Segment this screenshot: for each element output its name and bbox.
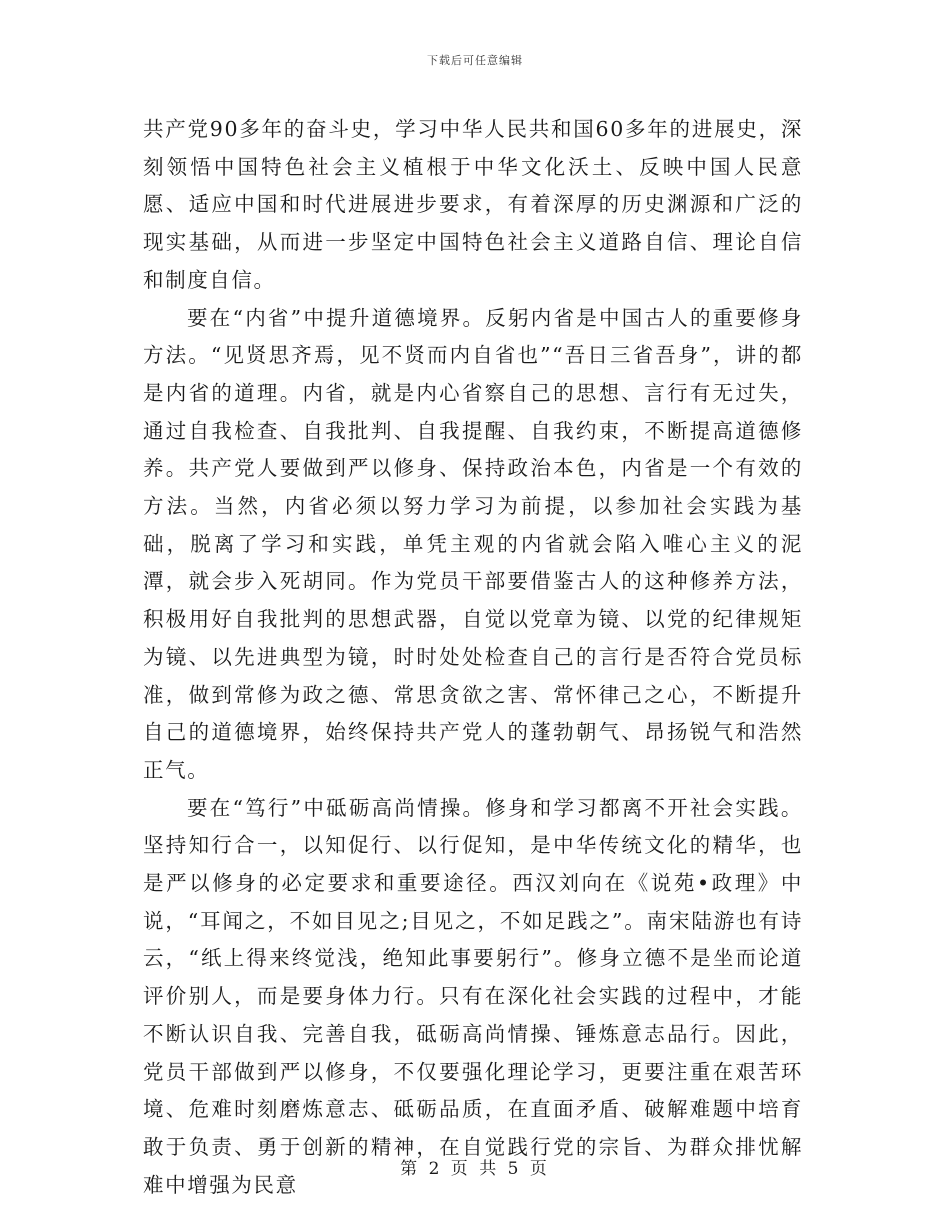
paragraph-continuation: 共产党90多年的奋斗史，学习中华人民共和国60多年的进展史，深刻领悟中国特色社会主义植根于中华文化沃土、反映中国人民意愿、适应中国和时代进展进步要求，有着深厚的历史渊源和广泛的现实基础，从而进一步坚定中国特色社会主义道路自信、理论自信和制度自信。 — [143, 117, 803, 292]
page-header-note: 下载后可任意编辑 — [427, 54, 523, 67]
paragraph-introspection: 要在“内省”中提升道德境界。反躬内省是中国古人的重要修身方法。“见贤思齐焉，见不贤而内自省也”“吾日三省吾身”，讲的都是内省的道理。内省，就是内心省察自己的思想、言行有无过失，通过自我检查、自我批判、自我提醒、自我约束，不断提高道德修养。共产党人要做到严以修身、保持政治本色，内省是一个有效的方法。当然，内省必须以努力学习为前提，以参加社会实践为基础，脱离了学习和实践，单凭主观的内省就会陷入唯心主义的泥潭，就会步入死胡同。作为党员干部要借鉴古人的这种修养方法，积极用好自我批判的思想武器，自觉以党章为镜、以党的纪律规矩为镜、以先进典型为镜，时时处处检查自己的言行是否符合党员标准，做到常修为政之德、常思贪欲之害、常怀律己之心，不断提升自己的道德境界，始终保持共产党人的蓬勃朝气、昂扬锐气和浩然正气。 — [143, 305, 803, 782]
page-number-footer: 第 2 页 共 5 页 — [400, 1159, 550, 1179]
paragraph-practice: 要在“笃行”中砥砺高尚情操。修身和学习都离不开社会实践。坚持知行合一，以知促行、以行促知，是中华传统文化的精华，也是严以修身的必定要求和重要途径。西汉刘向在《说苑•政理》中说，“耳闻之，不如目见之;目见之，不如足践之”。南宋陆游也有诗云，“纸上得来终觉浅，绝知此事要躬行”。修身立德不是坐而论道评价别人，而是要身体力行。只有在深化社会实践的过程中，才能不断认识自我、完善自我，砥砺高尚情操、锤炼意志品行。因此，党员干部做到严以修身，不仅要强化理论学习，更要注重在艰苦环境、危难时刻磨炼意志、砥砺品质，在直面矛盾、破解难题中培育敢于负责、勇于创新的精神，在自觉践行党的宗旨、为群众排忧解难中增强为民意 — [143, 795, 803, 1197]
document-body — [143, 111, 803, 1204]
